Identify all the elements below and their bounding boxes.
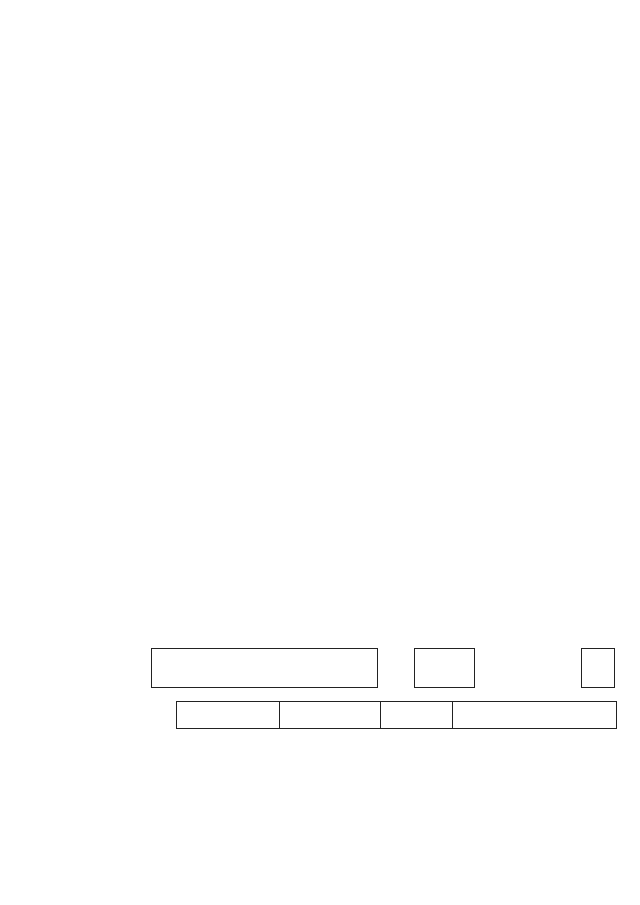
reg-number-box — [452, 701, 617, 729]
level-box — [581, 648, 615, 688]
original-box — [176, 701, 280, 729]
function-name-box — [151, 648, 378, 688]
code-box — [414, 648, 475, 688]
borrowed-box — [279, 701, 381, 729]
code-original-box — [380, 701, 453, 729]
